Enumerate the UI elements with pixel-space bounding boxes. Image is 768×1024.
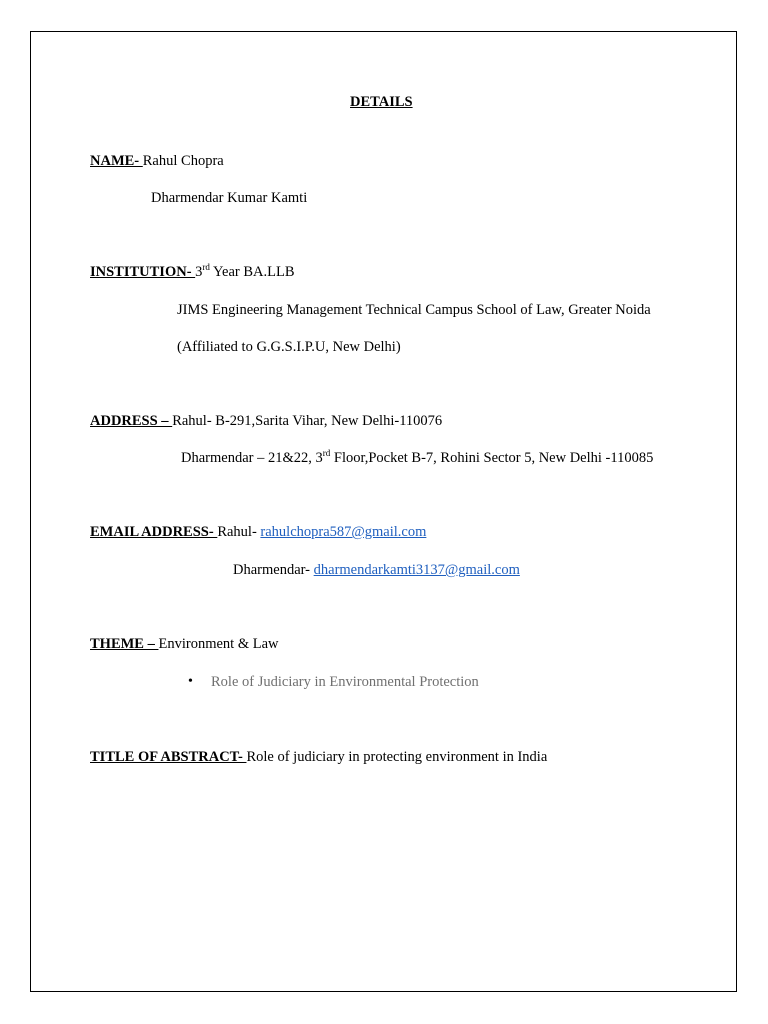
email-rahul-link[interactable]: rahulchopra587@gmail.com xyxy=(260,524,427,540)
name-first: Rahul Chopra xyxy=(142,153,224,169)
name-label: NAME- xyxy=(90,153,143,169)
email-dharmendar-link[interactable]: dharmendarkamti3137@gmail.com xyxy=(313,562,520,578)
institution-label: INSTITUTION- xyxy=(90,264,196,280)
address-rahul: Rahul- B-291,Sarita Vihar, New Delhi-110076 xyxy=(172,413,443,429)
abstract-row xyxy=(90,748,547,766)
email-rahul-prefix: Rahul- xyxy=(217,524,261,540)
institution-row xyxy=(90,263,295,281)
address-label: ADDRESS – xyxy=(90,413,173,429)
theme-value: Environment & Law xyxy=(158,636,279,652)
institution-name: JIMS Engineering Management Technical Campus School of Law, Greater Noida xyxy=(177,302,651,318)
email-label: EMAIL ADDRESS- xyxy=(90,524,218,540)
theme-row xyxy=(90,635,279,653)
institution-year-rest: Year BA.LLB xyxy=(209,264,295,280)
institution-year-sup: rd xyxy=(202,262,210,273)
address-dharmendar-pre: Dharmendar – 21&22, 3 xyxy=(181,450,323,466)
page-border xyxy=(30,31,737,992)
institution-year-num: 3 xyxy=(195,264,203,280)
document-heading: DETAILS xyxy=(350,94,413,110)
address-dharmendar-post: Floor,Pocket B-7, Rohini Sector 5, New Delhi -110085 xyxy=(330,450,654,466)
email-dharmendar-row xyxy=(233,561,520,579)
theme-label: THEME – xyxy=(90,636,159,652)
address-dharmendar xyxy=(181,449,653,467)
address-dharmendar-sup: rd xyxy=(322,448,331,459)
address-row xyxy=(90,412,442,430)
name-second: Dharmendar Kumar Kamti xyxy=(151,190,308,206)
email-dharmendar-prefix: Dharmendar- xyxy=(233,562,314,578)
email-row xyxy=(90,523,426,541)
name-row xyxy=(90,152,224,170)
institution-affiliation: (Affiliated to G.G.S.I.P.U, New Delhi) xyxy=(177,339,401,355)
abstract-value: Role of judiciary in protecting environment in India xyxy=(246,749,548,765)
bullet-dot-icon: • xyxy=(188,674,193,689)
theme-bullet-item: Role of Judiciary in Environmental Protection xyxy=(211,674,479,690)
abstract-label: TITLE OF ABSTRACT- xyxy=(90,749,247,765)
